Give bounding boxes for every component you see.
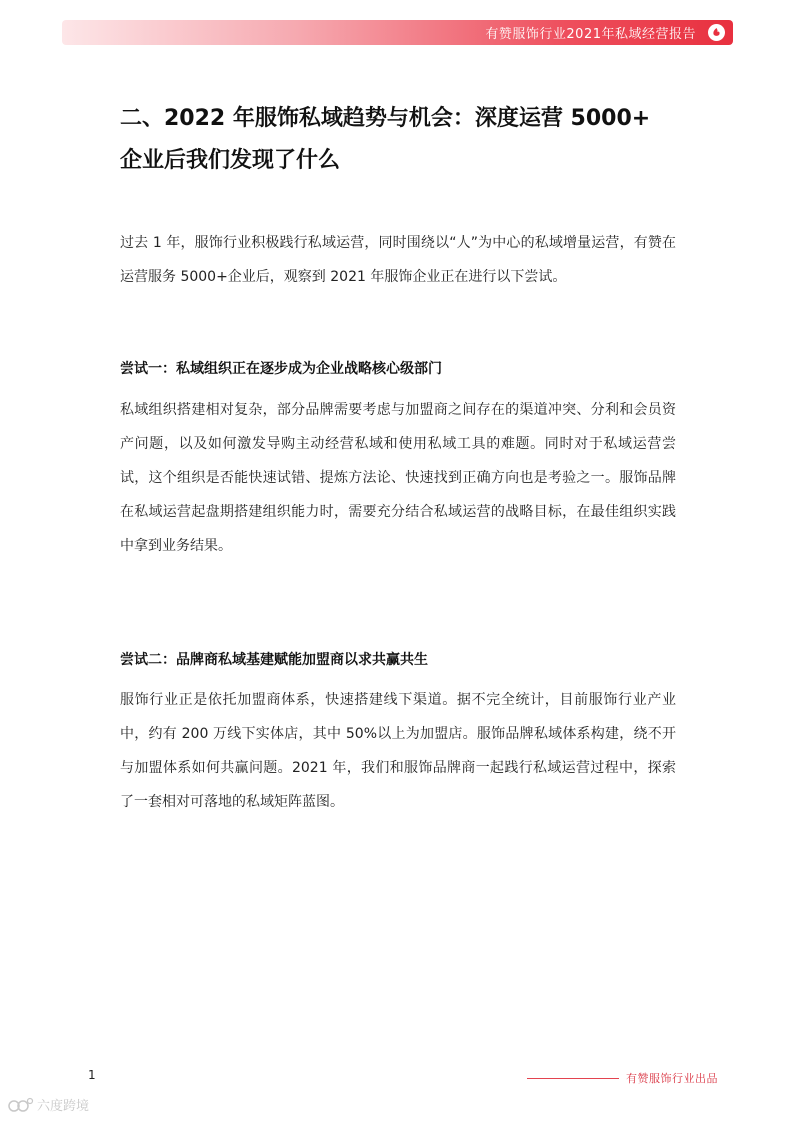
header-title: 有赞服饰行业2021年私域经营报告	[485, 27, 696, 42]
page-title-line-1: 二、2022 年服饰私域趋势与机会：深度运营 5000+	[120, 106, 651, 131]
section-2-body: 服饰行业正是依托加盟商体系，快速搭建线下渠道。据不完全统计，目前服饰行业产业中，约有 200 万线下实体店，其中 50%以上为加盟店。服饰品牌私域体系构建，绕不开与加盟体系如何共赢问题。2021 年，我们和服饰品牌商一起践行私域运营过程中，探索了一套相对可落地的私域矩阵蓝图。	[120, 692, 676, 810]
page-number: 1	[88, 1068, 96, 1082]
footer-divider	[527, 1078, 619, 1079]
watermark	[8, 1095, 89, 1114]
section-1-body: 私域组织搭建相对复杂，部分品牌需要考虑与加盟商之间存在的渠道冲突、分利和会员资产问题，以及如何激发导购主动经营私域和使用私域工具的难题。同时对于私域运营尝试，这个组织是否能快速试错、提炼方法论、快速找到正确方向也是考验之一。服饰品牌在私域运营起盘期搭建组织能力时，需要充分结合私域运营的战略目标，在最佳组织实践中拿到业务结果。	[120, 402, 676, 554]
page-title	[120, 98, 680, 182]
watermark-text: 六度跨境	[37, 1099, 90, 1114]
header-banner	[62, 20, 733, 45]
section-1-title: 尝试一：私域组织正在逐步成为企业战略核心级部门	[120, 361, 442, 377]
intro-paragraph: 过去 1 年，服饰行业积极践行私域运营，同时围绕以“人”为中心的私域增量运营，有赞在运营服务 5000+企业后，观察到 2021 年服饰企业正在进行以下尝试。	[120, 235, 676, 285]
section-2-title: 尝试二：品牌商私域基建赋能加盟商以求共赢共生	[120, 652, 428, 668]
watermark-logo-icon	[8, 1097, 34, 1113]
footer-publisher: 有赞服饰行业出品	[626, 1072, 718, 1085]
page-title-line-2: 企业后我们发现了什么	[120, 148, 341, 173]
youzan-logo-icon	[708, 24, 725, 41]
